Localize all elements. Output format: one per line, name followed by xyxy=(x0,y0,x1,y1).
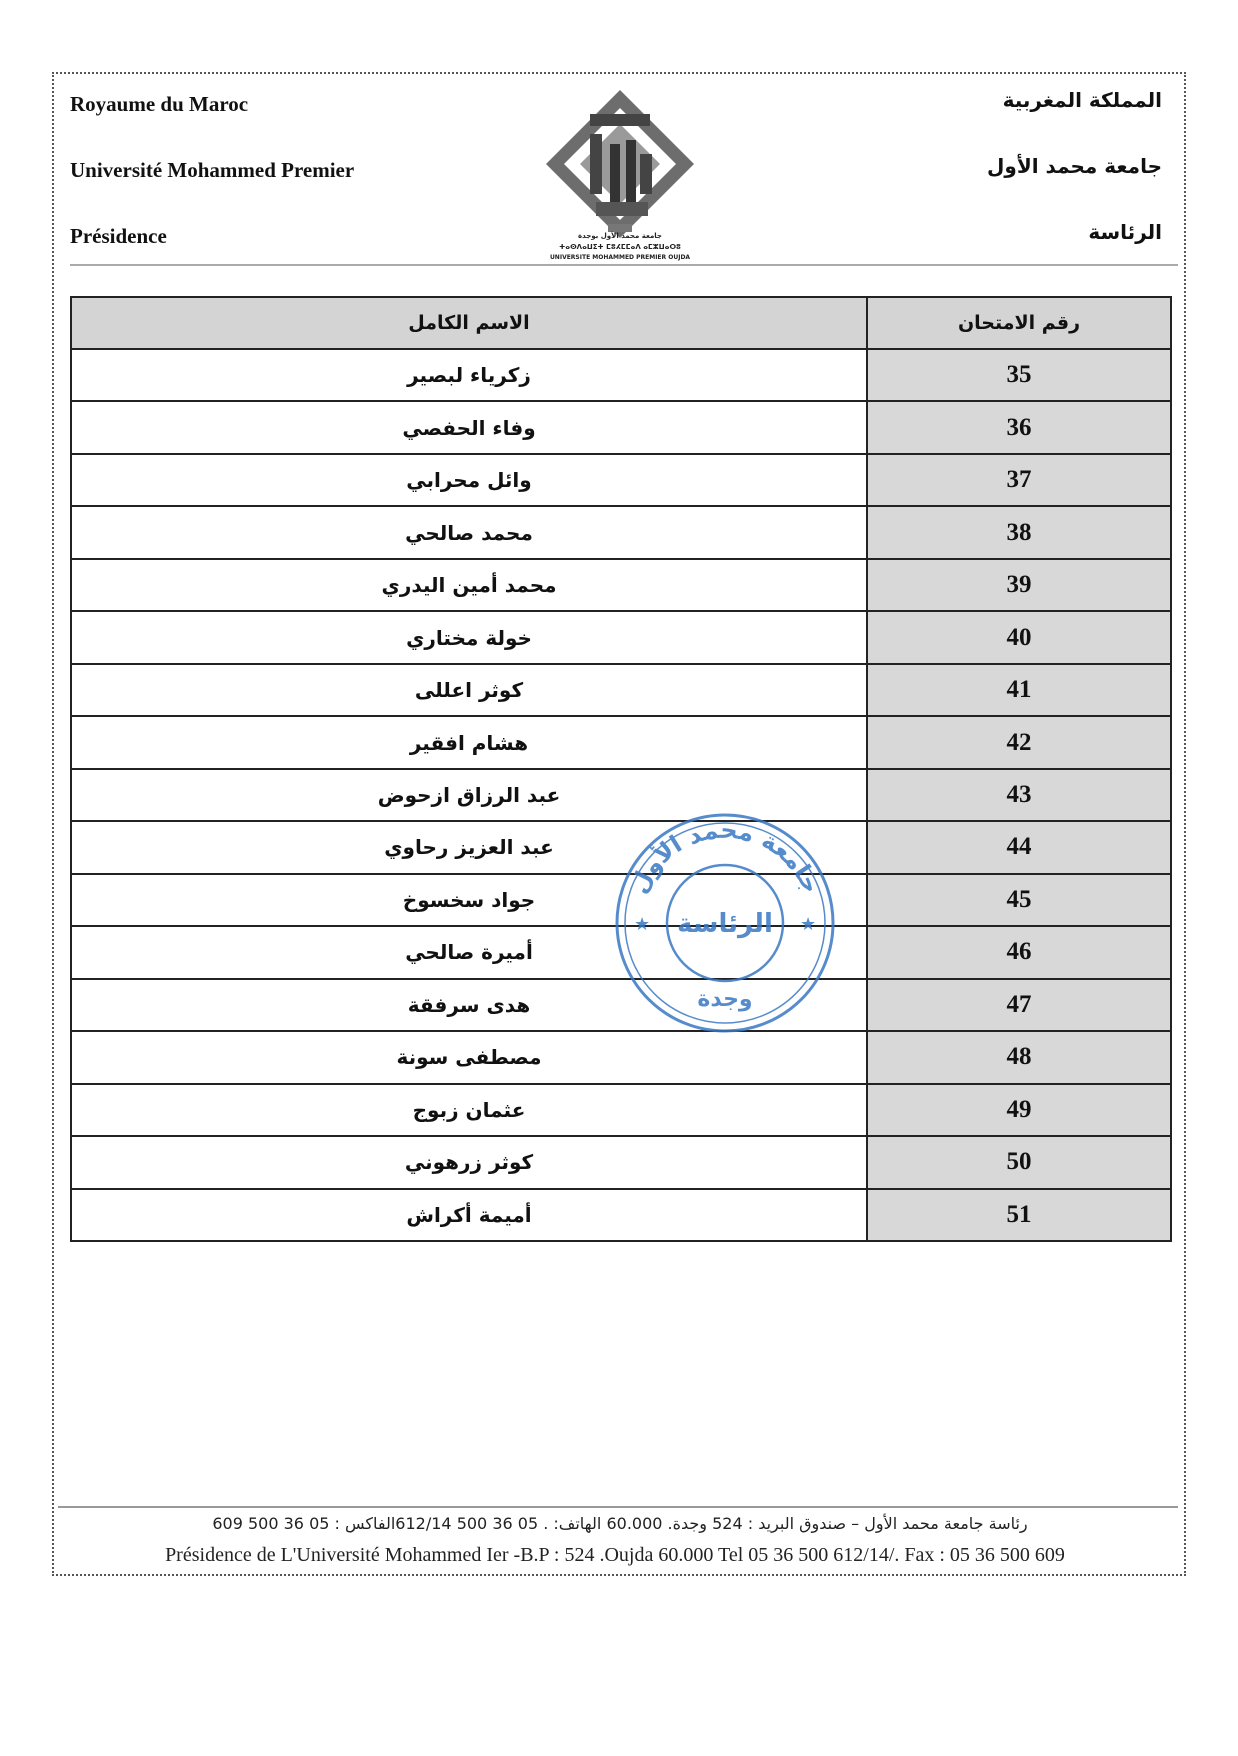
candidate-name: محمد أمين اليدري xyxy=(71,559,867,611)
table-row xyxy=(71,1136,1171,1188)
stamp-outer-text: جامعة محمد الأول xyxy=(624,815,826,898)
candidate-name: أميمة أكراش xyxy=(71,1189,867,1242)
exam-number: 36 xyxy=(867,401,1171,453)
header-university-ar: جامعة محمد الأول xyxy=(987,154,1162,178)
table-row xyxy=(71,349,1171,401)
exam-number: 47 xyxy=(867,979,1171,1031)
column-header-exam-number: رقم الامتحان xyxy=(867,297,1171,349)
stamp-bottom-text: وجدة xyxy=(697,987,753,1012)
candidate-name: وائل محرابي xyxy=(71,454,867,506)
table-row xyxy=(71,401,1171,453)
stamp-center-text: الرئاسة xyxy=(677,909,773,939)
candidate-name: كوثر زرهوني xyxy=(71,1136,867,1188)
exam-number: 51 xyxy=(867,1189,1171,1242)
exam-number: 38 xyxy=(867,506,1171,558)
header-presidency-ar: الرئاسة xyxy=(1088,220,1162,244)
header-kingdom-fr: Royaume du Maroc xyxy=(70,92,249,116)
exam-number: 37 xyxy=(867,454,1171,506)
candidates-table xyxy=(70,296,1172,1242)
svg-text:جامعة محمد الأول xyxy=(624,816,825,898)
column-header-name: الاسم الكامل xyxy=(71,297,867,349)
stamp-star-right-icon: ★ xyxy=(800,914,817,935)
table-row xyxy=(71,716,1171,768)
candidate-name: محمد صالحي xyxy=(71,506,867,558)
header-divider xyxy=(70,264,1178,266)
exam-number: 35 xyxy=(867,349,1171,401)
header-kingdom-ar: المملكة المغربية xyxy=(1002,88,1162,112)
exam-number: 45 xyxy=(867,874,1171,926)
candidate-name: أميرة صالحي xyxy=(71,926,867,978)
logo-caption-arabic: جامعة محمد الأول بوجدة xyxy=(578,232,662,240)
exam-number: 40 xyxy=(867,611,1171,663)
candidate-name: عبد العزيز رحاوي xyxy=(71,821,867,873)
exam-number: 46 xyxy=(867,926,1171,978)
table-row xyxy=(71,1189,1171,1242)
logo-caption-tifinagh: ⵜⴰⵙⴷⴰⵡⵉⵜ ⵎⵓⵃⵎⵎⴰⴷ ⴰⵎⵣⵡⴰⵔⵓ xyxy=(559,243,681,251)
candidate-name: عبد الرزاق ازحوض xyxy=(71,769,867,821)
candidate-name: عثمان زبوج xyxy=(71,1084,867,1136)
exam-number: 43 xyxy=(867,769,1171,821)
table-header-row xyxy=(71,297,1171,349)
footer-address-arabic: رئاسة جامعة محمد الأول – صندوق البريد : 524 وجدة. 60.000 الهاتف: . 05 36 500 612/14الفاكس : 05 36 500 609 xyxy=(212,1514,1028,1533)
exam-number: 48 xyxy=(867,1031,1171,1083)
stamp-star-left-icon: ★ xyxy=(634,914,651,935)
candidate-name: مصطفى سونة xyxy=(71,1031,867,1083)
exam-number: 39 xyxy=(867,559,1171,611)
candidate-name: كوثر اعللى xyxy=(71,664,867,716)
table-row xyxy=(71,454,1171,506)
logo-caption-french: UNIVERSITE MOHAMMED PREMIER OUJDA xyxy=(549,254,691,261)
candidate-name: خولة مختاري xyxy=(71,611,867,663)
candidate-name: زكرياء لبصير xyxy=(71,349,867,401)
header-university-fr: Université Mohammed Premier xyxy=(70,158,355,182)
candidate-name: وفاء الحفصي xyxy=(71,401,867,453)
table-row xyxy=(71,1084,1171,1136)
table-row xyxy=(71,506,1171,558)
exam-number: 50 xyxy=(867,1136,1171,1188)
candidate-name: جواد سخسوخ xyxy=(71,874,867,926)
exam-number: 41 xyxy=(867,664,1171,716)
footer-address-french: Présidence de L'Université Mohammed Ier -B.P : 524 .Oujda 60.000 Tel 05 36 500 612/14/. Fax : 05 36 500 609 xyxy=(165,1544,1065,1566)
exam-number: 49 xyxy=(867,1084,1171,1136)
table-row xyxy=(71,664,1171,716)
official-stamp xyxy=(612,810,838,1036)
header-presidency-fr: Présidence xyxy=(70,224,167,248)
table-row xyxy=(71,1031,1171,1083)
candidate-name: هشام افقير xyxy=(71,716,867,768)
table-row xyxy=(71,559,1171,611)
table-row xyxy=(71,611,1171,663)
exam-number: 44 xyxy=(867,821,1171,873)
footer-divider xyxy=(58,1506,1178,1508)
exam-number: 42 xyxy=(867,716,1171,768)
candidate-name: هدى سرفقة xyxy=(71,979,867,1031)
